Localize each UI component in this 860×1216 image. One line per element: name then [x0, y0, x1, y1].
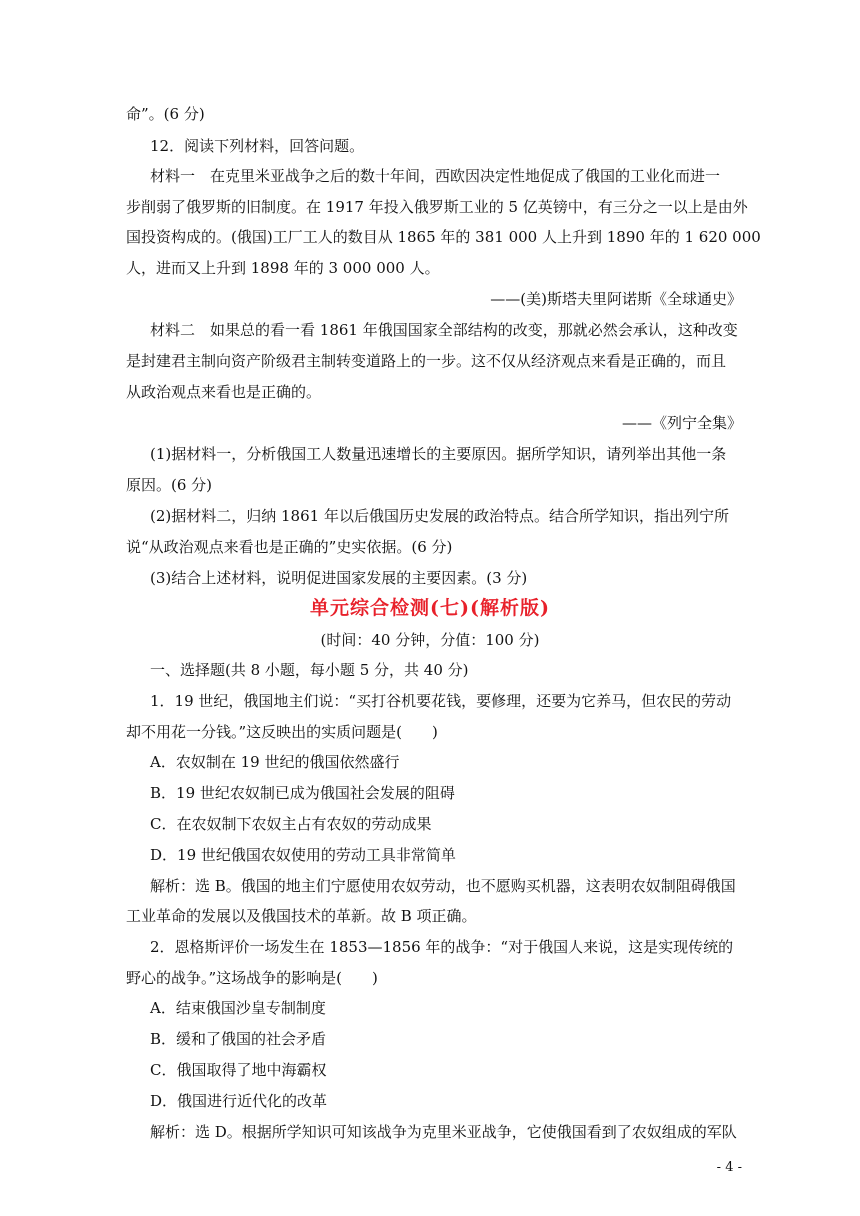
text-line: (1)据材料一，分析俄国工人数量迅速增长的主要原因。据所学知识，请列举出其他一条: [150, 445, 727, 463]
text-line: A．结束俄国沙皇专制制度: [150, 999, 326, 1017]
text-line: B．19 世纪农奴制已成为俄国社会发展的阻碍: [150, 784, 455, 802]
text-line: 原因。(6 分): [126, 476, 213, 494]
text-line: ——(美)斯塔夫里阿诺斯《全球通史》: [490, 290, 742, 308]
text-line: 步削弱了俄罗斯的旧制度。在 1917 年投入俄罗斯工业的 5 亿英镑中，有三分之一以上是由外: [126, 198, 748, 216]
text-line: 命”。(6 分): [126, 105, 205, 123]
text-line: 说“从政治观点来看也是正确的”史实依据。(6 分): [126, 538, 453, 556]
text-line: 从政治观点来看也是正确的。: [126, 383, 322, 401]
text-line: 人，进而又上升到 1898 年的 3 000 000 人。: [126, 259, 440, 277]
text-line: 国投资构成的。(俄国)工厂工人的数目从 1865 年的 381 000 人上升到 1890 年的 1 620 000: [126, 228, 761, 246]
text-line: (时间：40 分钟，分值：100 分): [320, 631, 540, 649]
text-line: ——《列宁全集》: [621, 414, 742, 432]
section-title: 单元综合检测(七)(解析版): [310, 597, 550, 619]
text-line: C．俄国取得了地中海霸权: [150, 1061, 327, 1079]
text-line: 工业革命的发展以及俄国技术的革新。故 B 项正确。: [126, 907, 477, 925]
text-line: 解析：选 D。根据所学知识可知该战争为克里米亚战争，它使俄国看到了农奴组成的军队: [150, 1123, 737, 1141]
text-line: 是封建君主制向资产阶级君主制转变道路上的一步。这不仅从经济观点来看是正确的，而且: [126, 352, 727, 370]
text-line: D．19 世纪俄国农奴使用的劳动工具非常简单: [150, 846, 456, 864]
text-line: 野心的战争。”这场战争的影响是( ): [126, 969, 378, 987]
text-line: B．缓和了俄国的社会矛盾: [150, 1030, 327, 1048]
text-line: (3)结合上述材料，说明促进国家发展的主要因素。(3 分): [150, 569, 528, 587]
text-line: 12．阅读下列材料，回答问题。: [150, 137, 365, 155]
text-line: 解析：选 B。俄国的地主们宁愿使用农奴劳动，也不愿购买机器，这表明农奴制阻碍俄国: [150, 877, 736, 895]
text-line: 一、选择题(共 8 小题，每小题 5 分，共 40 分): [150, 661, 469, 679]
text-line: D．俄国进行近代化的改革: [150, 1092, 328, 1110]
text-line: 1．19 世纪，俄国地主们说：“买打谷机要花钱，要修理，还要为它养马，但农民的劳动: [150, 692, 732, 710]
text-line: (2)据材料二，归纳 1861 年以后俄国历史发展的政治特点。结合所学知识，指出列宁所: [150, 507, 729, 525]
text-line: A．农奴制在 19 世纪的俄国依然盛行: [150, 753, 400, 771]
text-line: 2．恩格斯评价一场发生在 1853—1856 年的战争：“对于俄国人来说，这是实现传统的: [150, 938, 734, 956]
text-line: 材料一 在克里米亚战争之后的数十年间，西欧因决定性地促成了俄国的工业化而进一: [150, 167, 721, 185]
text-line: C．在农奴制下农奴主占有农奴的劳动成果: [150, 815, 432, 833]
page-number: - 4 -: [716, 1160, 742, 1175]
text-line: 却不用花一分钱。”这反映出的实质问题是( ): [126, 723, 438, 741]
text-line: 材料二 如果总的看一看 1861 年俄国国家全部结构的改变，那就必然会承认，这种改变: [150, 321, 738, 339]
